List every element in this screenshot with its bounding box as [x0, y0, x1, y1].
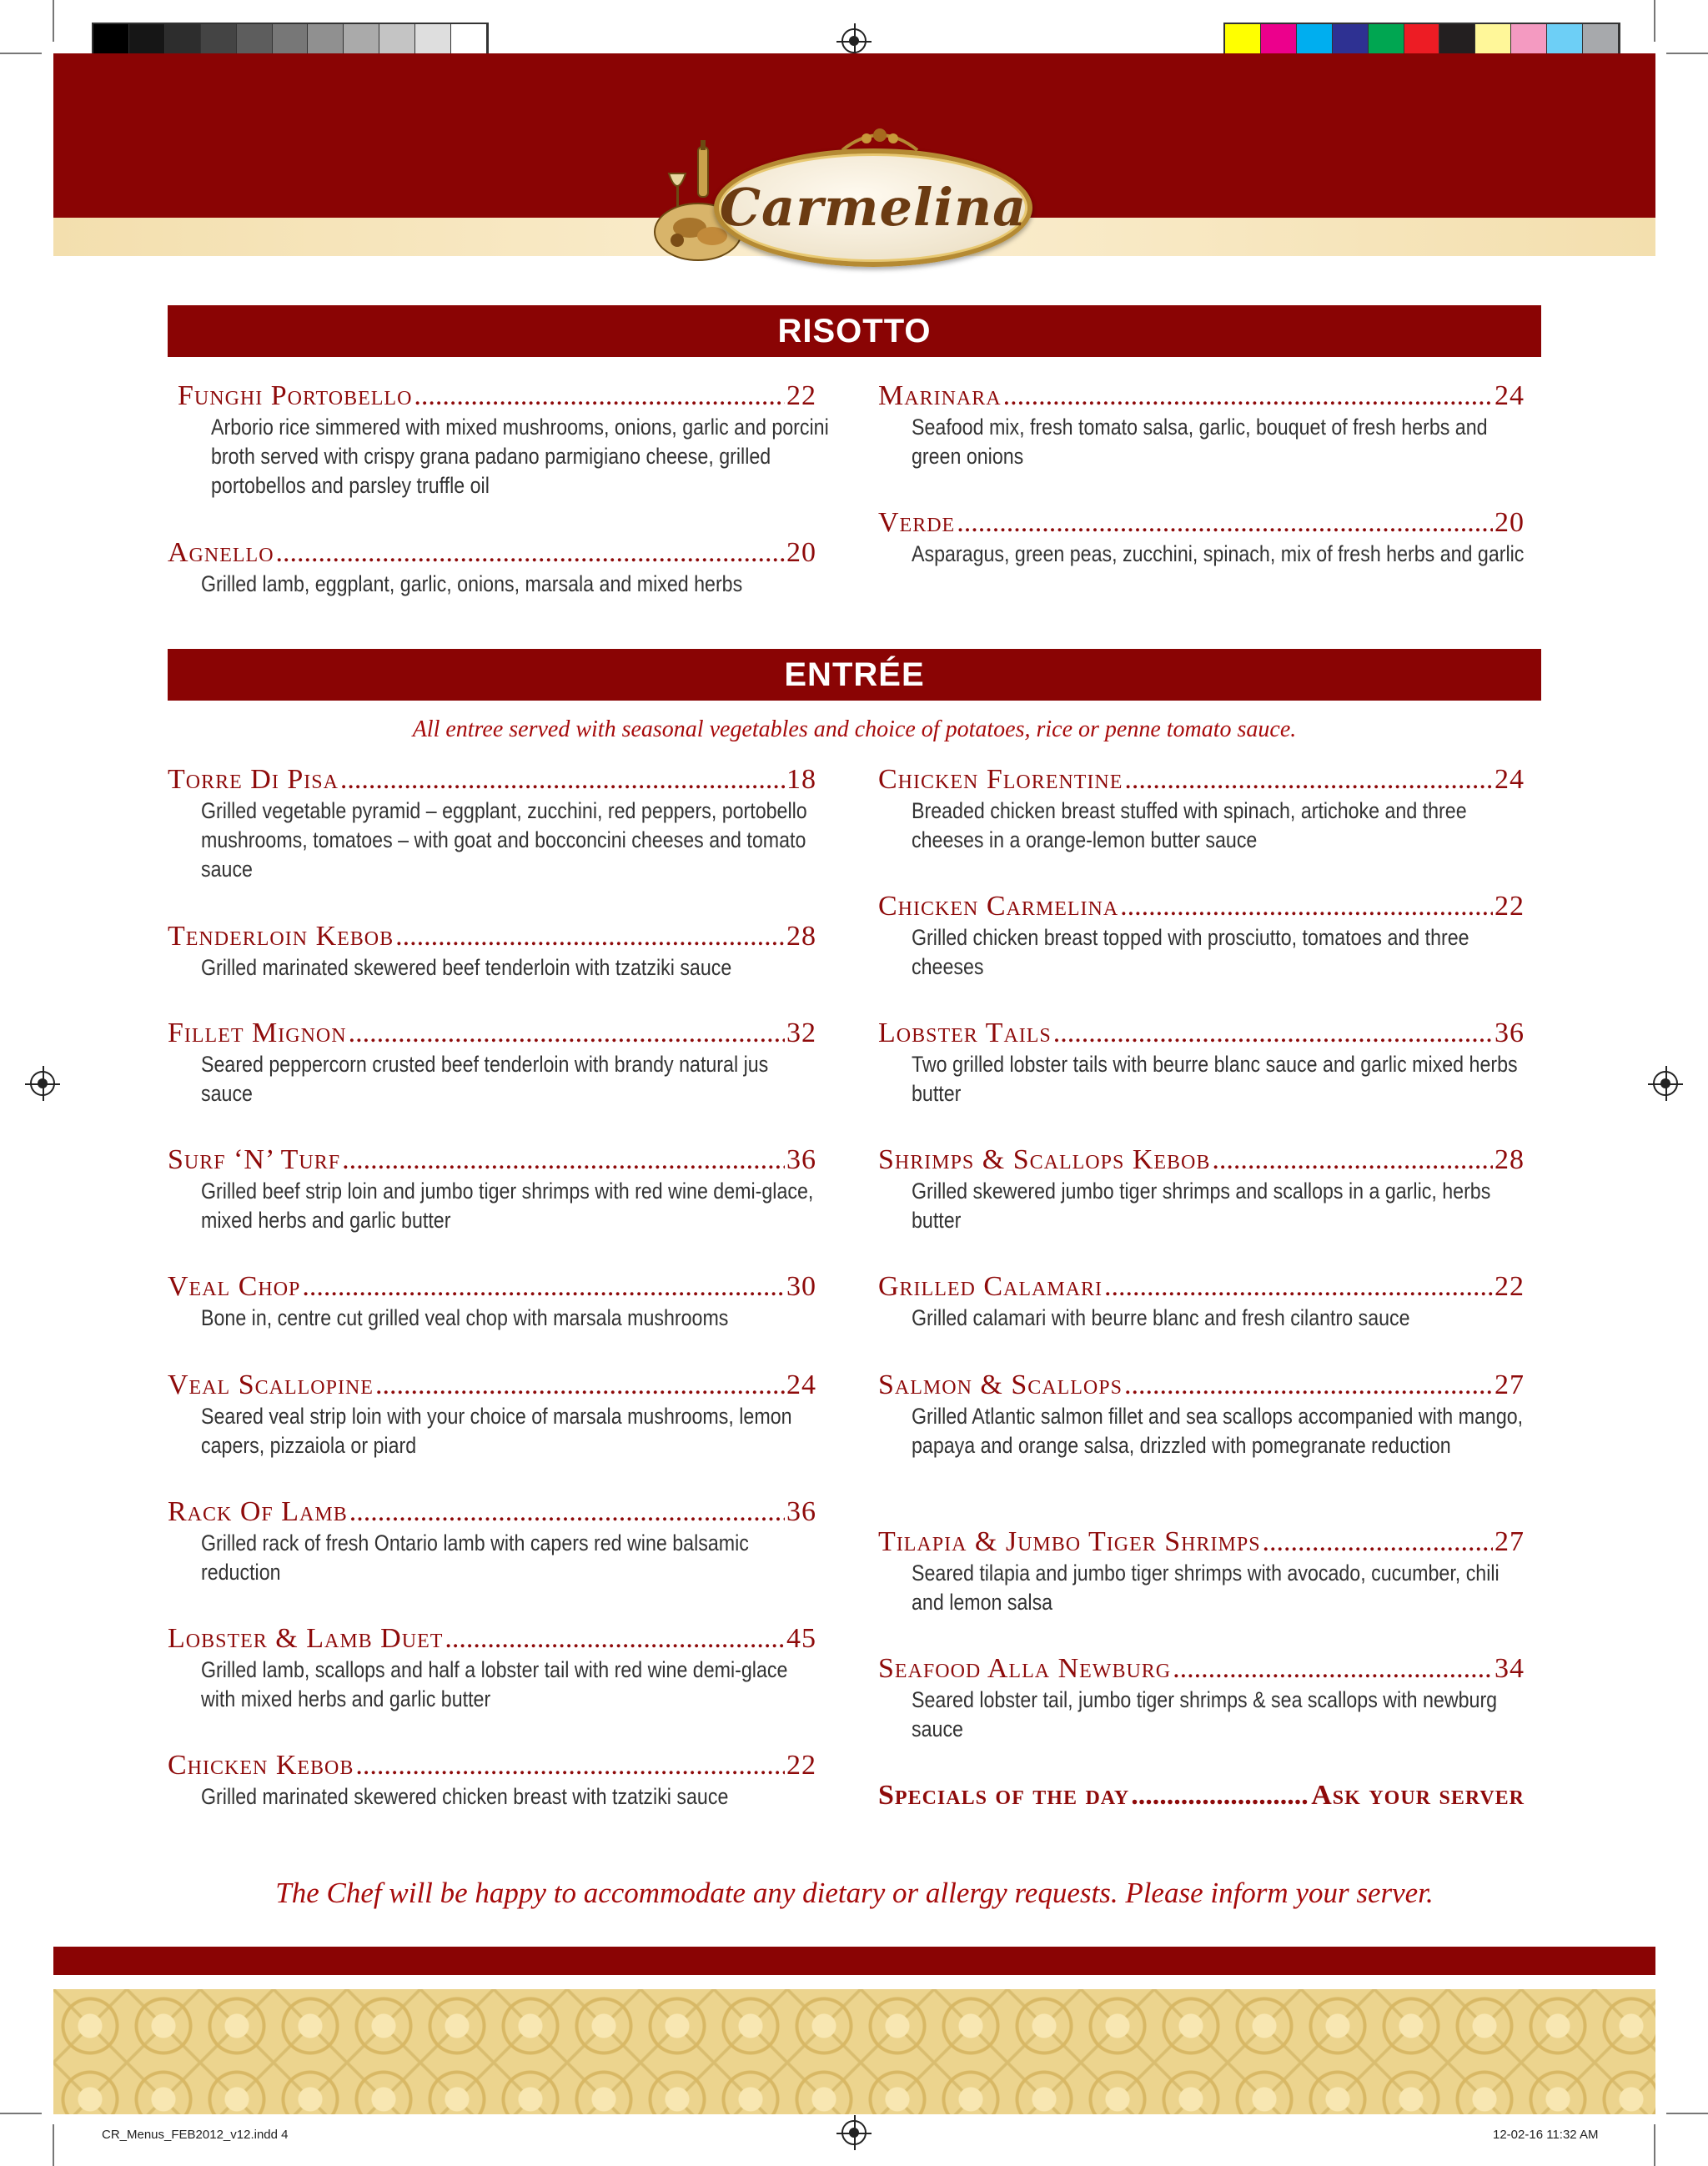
menu-item-chicken-florentine	[878, 763, 1525, 855]
restaurant-logo: Carmelina	[719, 177, 1027, 238]
item-description: Grilled lamb, scallops and half a lobster tail with red wine demi-glace with mixed herbs and garlic butter	[201, 1657, 788, 1711]
registration-mark-right	[1653, 1071, 1678, 1096]
crop-mark	[1654, 0, 1655, 42]
menu-item-salmon-scallops	[878, 1369, 1525, 1460]
item-price: 34	[1494, 1653, 1525, 1684]
menu-item-grilled-calamari	[878, 1270, 1525, 1333]
item-price: 24	[786, 1369, 816, 1400]
registration-mark-bottom	[841, 2120, 867, 2145]
item-description: Grilled chicken breast topped with prosciutto, tomatoes and three cheeses	[912, 925, 1469, 979]
leader-dots	[355, 1749, 785, 1782]
item-price: 28	[1494, 1144, 1525, 1175]
menu-item-veal-chop	[168, 1270, 816, 1333]
item-description: Grilled skewered jumbo tiger shrimps and scallops in a garlic, herbs butter	[912, 1178, 1491, 1233]
risotto-section-title: RISOTTO	[168, 305, 1541, 357]
crop-mark	[1666, 53, 1708, 54]
leader-dots	[375, 1369, 785, 1402]
footer-band	[53, 1947, 1655, 1975]
item-price: 36	[786, 1496, 816, 1527]
crop-mark	[0, 53, 42, 54]
item-description: Seared veal strip loin with your choice of marsala mushrooms, lemon capers, pizzaiola or piard	[201, 1404, 792, 1458]
item-price: 36	[786, 1144, 816, 1175]
item-name: Fillet Mignon	[168, 1018, 347, 1048]
item-name: Chicken Carmelina	[878, 891, 1119, 922]
item-price: 27	[1494, 1369, 1525, 1400]
entree-note: All entree served with seasonal vegetables and choice of potatoes, rice or penne tomato sauce.	[412, 716, 1297, 742]
item-name: Tenderloin Kebob	[168, 921, 394, 952]
menu-item-funghi-portobello	[178, 379, 829, 500]
item-name: Funghi Portobello	[178, 380, 413, 411]
item-name: Seafood Alla Newburg	[878, 1653, 1172, 1684]
menu-item-surf-n-turf	[168, 1143, 816, 1235]
leader-dots	[349, 1017, 785, 1050]
menu-item-veal-scallopine	[168, 1369, 816, 1460]
item-name: Surf ‘N’ Turf	[168, 1144, 341, 1175]
leader-dots	[1263, 1525, 1493, 1559]
menu-item-specials-of-the-day	[878, 1779, 1525, 1812]
item-description: Grilled vegetable pyramid – eggplant, zucchini, red peppers, portobello mushrooms, tomatoes – with goat and bocconcini cheeses and tomato sauce	[201, 798, 807, 882]
item-name: Specials of the day	[878, 1780, 1130, 1811]
item-description: Grilled Atlantic salmon fillet and sea scallops accompanied with mango, papaya and orange salsa, drizzled with pomegranate reduction	[912, 1404, 1524, 1458]
item-description: Asparagus, green peas, zucchini, spinach, mix of fresh herbs and garlic	[912, 541, 1525, 566]
item-name: Shrimps & Scallops Kebob	[878, 1144, 1211, 1175]
item-description: Seafood mix, fresh tomato salsa, garlic, bouquet of fresh herbs and green onions	[912, 415, 1488, 469]
leader-dots	[340, 763, 785, 797]
item-description: Bone in, centre cut grilled veal chop with marsala mushrooms	[201, 1305, 729, 1330]
item-price: 22	[1494, 1271, 1525, 1302]
item-name: Veal Chop	[168, 1271, 301, 1302]
item-description: Grilled calamari with beurre blanc and fresh cilantro sauce	[912, 1305, 1410, 1330]
item-price: 24	[1494, 380, 1525, 411]
item-name: Veal Scallopine	[168, 1369, 374, 1400]
leader-dots	[395, 920, 785, 953]
menu-item-lobster-tails	[878, 1017, 1525, 1108]
leader-dots	[276, 536, 785, 570]
registration-mark-left	[30, 1071, 55, 1096]
menu-item-fillet-mignon	[168, 1017, 816, 1108]
item-name: Salmon & Scallops	[878, 1369, 1123, 1400]
item-price: 28	[786, 921, 816, 952]
crop-mark	[1654, 2124, 1655, 2166]
item-price: 20	[1494, 507, 1525, 538]
crop-mark	[1666, 2113, 1708, 2114]
leader-dots	[957, 506, 1493, 540]
leader-dots	[1212, 1143, 1493, 1177]
menu-item-shrimps-scallops-kebob	[878, 1143, 1525, 1235]
item-description: Arborio rice simmered with mixed mushrooms, onions, garlic and porcini broth served with crispy grana padano parmigiano cheese, grilled portobellos and parsley truffle oil	[211, 415, 829, 498]
menu-item-seafood-alla-newburg	[878, 1652, 1525, 1744]
leader-dots	[1053, 1017, 1493, 1050]
footer-ornament	[53, 1989, 1655, 2114]
item-name: Chicken Florentine	[878, 764, 1123, 795]
leader-dots	[1131, 1779, 1309, 1812]
item-description: Grilled lamb, eggplant, garlic, onions, marsala and mixed herbs	[201, 571, 743, 596]
leader-dots	[349, 1495, 785, 1529]
crop-mark	[53, 2124, 54, 2166]
item-description: Seared peppercorn crusted beef tenderloin with brandy natural jus sauce	[201, 1052, 769, 1106]
item-name: Agnello	[168, 537, 274, 568]
menu-item-torre-di-pisa	[168, 763, 816, 884]
item-name: Rack Of Lamb	[168, 1496, 348, 1527]
item-price: 18	[786, 764, 816, 795]
leader-dots	[1124, 763, 1493, 797]
item-name: Grilled Calamari	[878, 1271, 1103, 1302]
menu-item-lobster-lamb-duet	[168, 1622, 816, 1714]
crop-mark	[0, 2113, 42, 2114]
leader-dots	[302, 1270, 785, 1304]
item-price: 20	[786, 537, 816, 568]
menu-item-tilapia-tiger-shrimps	[878, 1525, 1525, 1617]
leader-dots	[1003, 379, 1493, 413]
item-description: Seared tilapia and jumbo tiger shrimps with avocado, cucumber, chili and lemon salsa	[912, 1560, 1500, 1615]
leader-dots	[1173, 1652, 1493, 1686]
menu-item-agnello	[168, 536, 816, 599]
leader-dots	[1120, 890, 1493, 923]
item-name: Chicken Kebob	[168, 1750, 354, 1781]
leader-dots	[342, 1143, 785, 1177]
item-price: 32	[786, 1018, 816, 1048]
file-slug: CR_Menus_FEB2012_v12.indd 4	[102, 2128, 289, 2142]
item-name: Tilapia & Jumbo Tiger Shrimps	[878, 1526, 1261, 1557]
item-price: 30	[786, 1271, 816, 1302]
item-price: 22	[786, 380, 816, 411]
item-name: Lobster & Lamb Duet	[168, 1623, 444, 1654]
entree-section-title: ENTRÉE	[168, 649, 1541, 701]
item-price: Ask your server	[1311, 1780, 1525, 1811]
item-price: 24	[1494, 764, 1525, 795]
registration-mark-top	[841, 28, 867, 53]
item-description: Seared lobster tail, jumbo tiger shrimps & sea scallops with newburg sauce	[912, 1687, 1498, 1741]
leader-dots	[1124, 1369, 1493, 1402]
item-description: Grilled beef strip loin and jumbo tiger shrimps with red wine demi-glace, mixed herbs and garlic butter	[201, 1178, 814, 1233]
menu-item-verde	[878, 506, 1525, 569]
menu-item-chicken-carmelina	[878, 890, 1525, 982]
item-price: 45	[786, 1623, 816, 1654]
item-name: Lobster Tails	[878, 1018, 1052, 1048]
item-price: 27	[1494, 1526, 1525, 1557]
menu-item-tenderloin-kebob	[168, 920, 816, 982]
item-name: Torre Di Pisa	[168, 764, 339, 795]
item-name: Verde	[878, 507, 956, 538]
item-description: Breaded chicken breast stuffed with spinach, artichoke and three cheeses in a orange-lemon butter sauce	[912, 798, 1467, 852]
item-price: 22	[786, 1750, 816, 1781]
crop-mark	[53, 0, 54, 42]
date-slug: 12-02-16 11:32 AM	[1493, 2128, 1599, 2142]
item-name: Marinara	[878, 380, 1002, 411]
menu-item-rack-of-lamb	[168, 1495, 816, 1587]
leader-dots	[445, 1622, 785, 1656]
item-description: Grilled rack of fresh Ontario lamb with capers red wine balsamic reduction	[201, 1530, 749, 1585]
leader-dots	[414, 379, 785, 413]
leader-dots	[1104, 1270, 1493, 1304]
item-price: 22	[1494, 891, 1525, 922]
menu-item-chicken-kebob	[168, 1749, 816, 1812]
item-description: Grilled marinated skewered chicken breast with tzatziki sauce	[201, 1784, 729, 1809]
item-description: Grilled marinated skewered beef tenderloin with tzatziki sauce	[201, 955, 732, 980]
menu-item-marinara	[878, 379, 1525, 471]
dietary-note: The Chef will be happy to accommodate any dietary or allergy requests. Please inform your server.	[275, 1877, 1434, 1909]
item-description: Two grilled lobster tails with beurre blanc sauce and garlic mixed herbs butter	[912, 1052, 1518, 1106]
item-price: 36	[1494, 1018, 1525, 1048]
